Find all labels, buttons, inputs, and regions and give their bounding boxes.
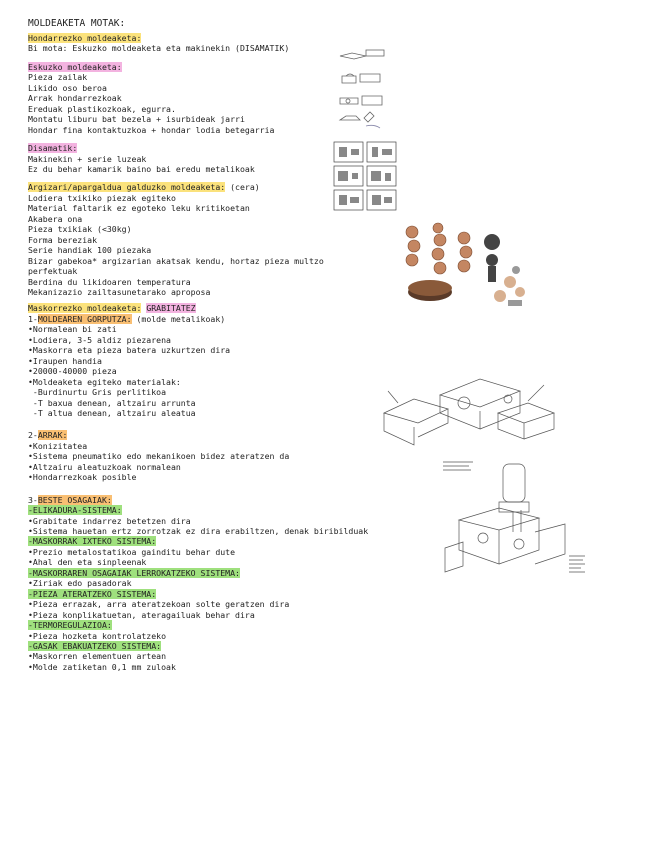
text-line: Pieza txikiak (<30kg)	[28, 224, 132, 235]
bullet-line: •Iraupen handia	[28, 355, 102, 366]
text-line: Bizar gabekoa* argizarian akatsak kendu, hortaz pieza multzo	[28, 255, 324, 266]
bullet-line: •Altzairu aleatuzkoak normalean	[28, 461, 181, 472]
text-line: Montatu liburu bat bezela + isurbideak jarri	[28, 114, 245, 125]
text-line: Akabera ona	[28, 213, 83, 224]
bullet-line: •Prezio metalostatikoa gainditu behar dute	[28, 546, 236, 557]
bullet-line: •Pieza errazak, arra ateratzekoan solte geratzen dira	[28, 599, 290, 610]
green-heading: -GASAK EBAKUATZEKO SISTEMA:	[28, 641, 162, 652]
bullet-line: •Lodiera, 3-5 aldiz piezarena	[28, 334, 171, 345]
text-line: Serie handiak 100 piezaka	[28, 245, 152, 256]
text-line: Ereduak plastikozkoak, egurra.	[28, 103, 176, 114]
subheading-beste-osagaiak: 3-BESTE OSAGAIAK:	[28, 494, 112, 505]
subheading-gorputza: 1-MOLDEAREN GORPUTZA: (molde metalikoak)	[28, 313, 226, 324]
text-line: Mekanizazio zailtasunetarako aproposa	[28, 286, 211, 297]
bullet-line: •Sistema pneumatiko edo mekanikoen bidez ateratzen da	[28, 451, 290, 462]
bullet-line: •Maskorren elementuen artean	[28, 651, 167, 662]
page-title: MOLDEAKETA MOTAK:	[28, 18, 126, 29]
green-heading: -MASKORRAREN OSAGAIAK LERROKATZEKO SISTEMA:	[28, 567, 240, 578]
green-heading: -MASKORRAK IXTEKO SISTEMA:	[28, 536, 157, 547]
text-line: Makinekin + serie luzeak	[28, 153, 147, 164]
text-line: Bi mota: Eskuzko moldeaketa eta makinekin (DISAMATIK)	[28, 43, 290, 54]
investment-casting-figure	[392, 212, 534, 316]
text-line: Material faltarik ez egoteko leku kritikoetan	[28, 203, 250, 214]
bullet-line: -T baxua denean, altzairu arrunta	[28, 397, 196, 408]
green-heading: -TERMOREGULAZIOA:	[28, 620, 112, 631]
disamatik-figure	[333, 141, 397, 213]
green-heading: -PIEZA ATERATZEKO SISTEMA:	[28, 588, 157, 599]
section-heading-disamatik: Disamatik:	[28, 143, 78, 154]
text-line: Likido oso beroa	[28, 82, 107, 93]
text-line: Lodiera txikiko piezak egiteko	[28, 192, 176, 203]
bullet-line: •Ahal den eta sinpleenak	[28, 557, 147, 568]
bullet-line: •Hondarrezkoak posible	[28, 472, 137, 483]
hand-molding-figure	[336, 48, 392, 138]
text-line: Pieza zailak	[28, 72, 88, 83]
section-heading-eskuzko: Eskuzko moldeaketa:	[28, 61, 122, 72]
text-line: Hondar fina kontaktuzkoa + hondar lodia betegarria	[28, 124, 275, 135]
bullet-line: •Maskorra eta pieza batera uzkurtzen dira	[28, 345, 231, 356]
text-line: perfektuak	[28, 266, 78, 277]
section-heading-argizari: Argizari/apargaldua galduzko moldeaketa: (cera)	[28, 182, 260, 193]
section-heading-maskorrezko: Maskorrezko moldeaketa: GRABITATEZ	[28, 303, 196, 314]
bullet-line: -T altua denean, altzairu aleatua	[28, 407, 196, 418]
bullet-line: •Grabitate indarrez betetzen dira	[28, 515, 191, 526]
green-heading: -ELIKADURA-SISTEMA:	[28, 505, 122, 516]
permanent-mold-figure	[378, 373, 562, 449]
bullet-line: •Sistema hauetan ertz zorrotzak ez dira erabiltzen, denak biribilduak	[28, 526, 369, 537]
bullet-line: -Burdinurtu Gris perlitikoa	[28, 387, 167, 398]
subheading-arrak: 2-ARRAK:	[28, 430, 68, 441]
bullet-line: •Moldeaketa egiteko materialak:	[28, 376, 181, 387]
bullet-line: •Ziriak edo pasadorak	[28, 578, 132, 589]
text-line: Arrak hondarrezkoak	[28, 93, 122, 104]
text-line: Berdina du likidoaren temperatura	[28, 276, 191, 287]
bullet-line: •Molde zatiketan 0,1 mm zuloak	[28, 661, 176, 672]
bullet-line: •Konizitatea	[28, 440, 88, 451]
bullet-line: •20000-40000 pieza	[28, 366, 117, 377]
bullet-line: •Normalean bi zati	[28, 324, 117, 335]
text-line: Ez du behar kamarik baino bai eredu metalikoak	[28, 163, 255, 174]
bullet-line: •Pieza hozketa kontrolatzeko	[28, 630, 167, 641]
bullet-line: •Pieza konplikatuetan, ateragailuak behar dira	[28, 609, 255, 620]
die-casting-machine-figure	[439, 460, 591, 588]
text-line: Forma bereziak	[28, 234, 98, 245]
section-heading-hondarrezko: Hondarrezko moldeaketa:	[28, 33, 142, 43]
